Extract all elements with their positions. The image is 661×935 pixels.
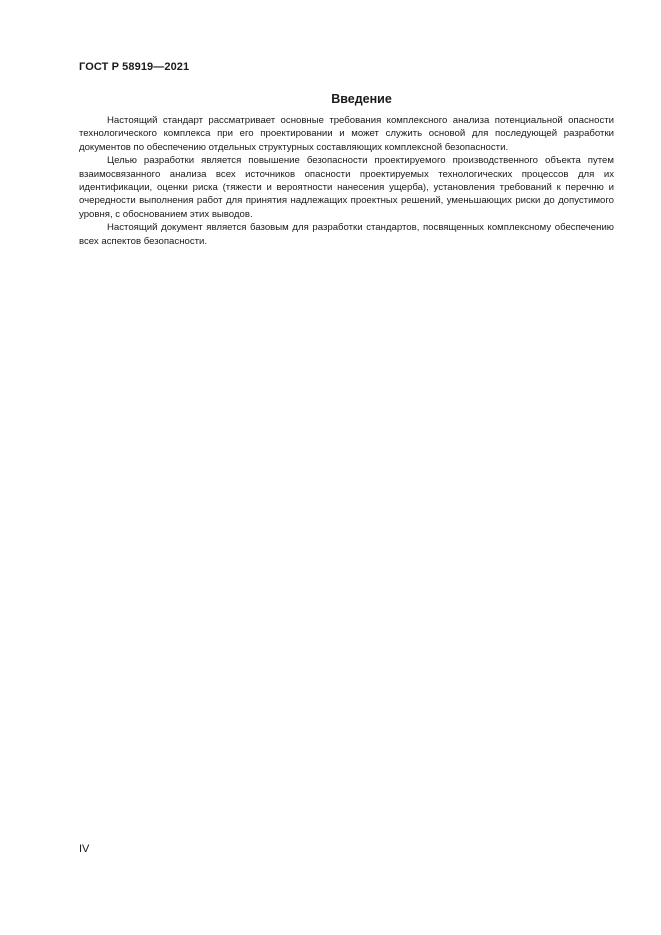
section-title: Введение <box>331 92 392 106</box>
document-header-code: ГОСТ Р 58919—2021 <box>79 61 190 73</box>
section-body <box>79 114 614 248</box>
paragraph-3: Настоящий документ является базовым для разработки стандартов, посвященных комплексному обеспечению всех аспектов безопасности. <box>79 222 614 247</box>
page-number: IV <box>79 843 90 855</box>
paragraph-1: Настоящий стандарт рассматривает основные требования комплексного анализа потенциальной опасности технологического комплекса при его проектировании и может служить основой для последующей разработки документов по обеспечению отдельных структурных составляющих комплексной безопасности. <box>79 115 614 153</box>
paragraph-2: Целью разработки является повышение безопасности проектируемого производственного объекта путем взаимосвязанного анализа всех источников опасности проектируемых технологических процессов для их идентификации, оценки риска (тяжести и вероятности нанесения ущерба), установления требований к перечню и очередности выполнения работ для принятия надлежащих проектных решений, уменьшающих риски до допустимого уровня, с обоснованием этих выводов. <box>79 155 614 220</box>
